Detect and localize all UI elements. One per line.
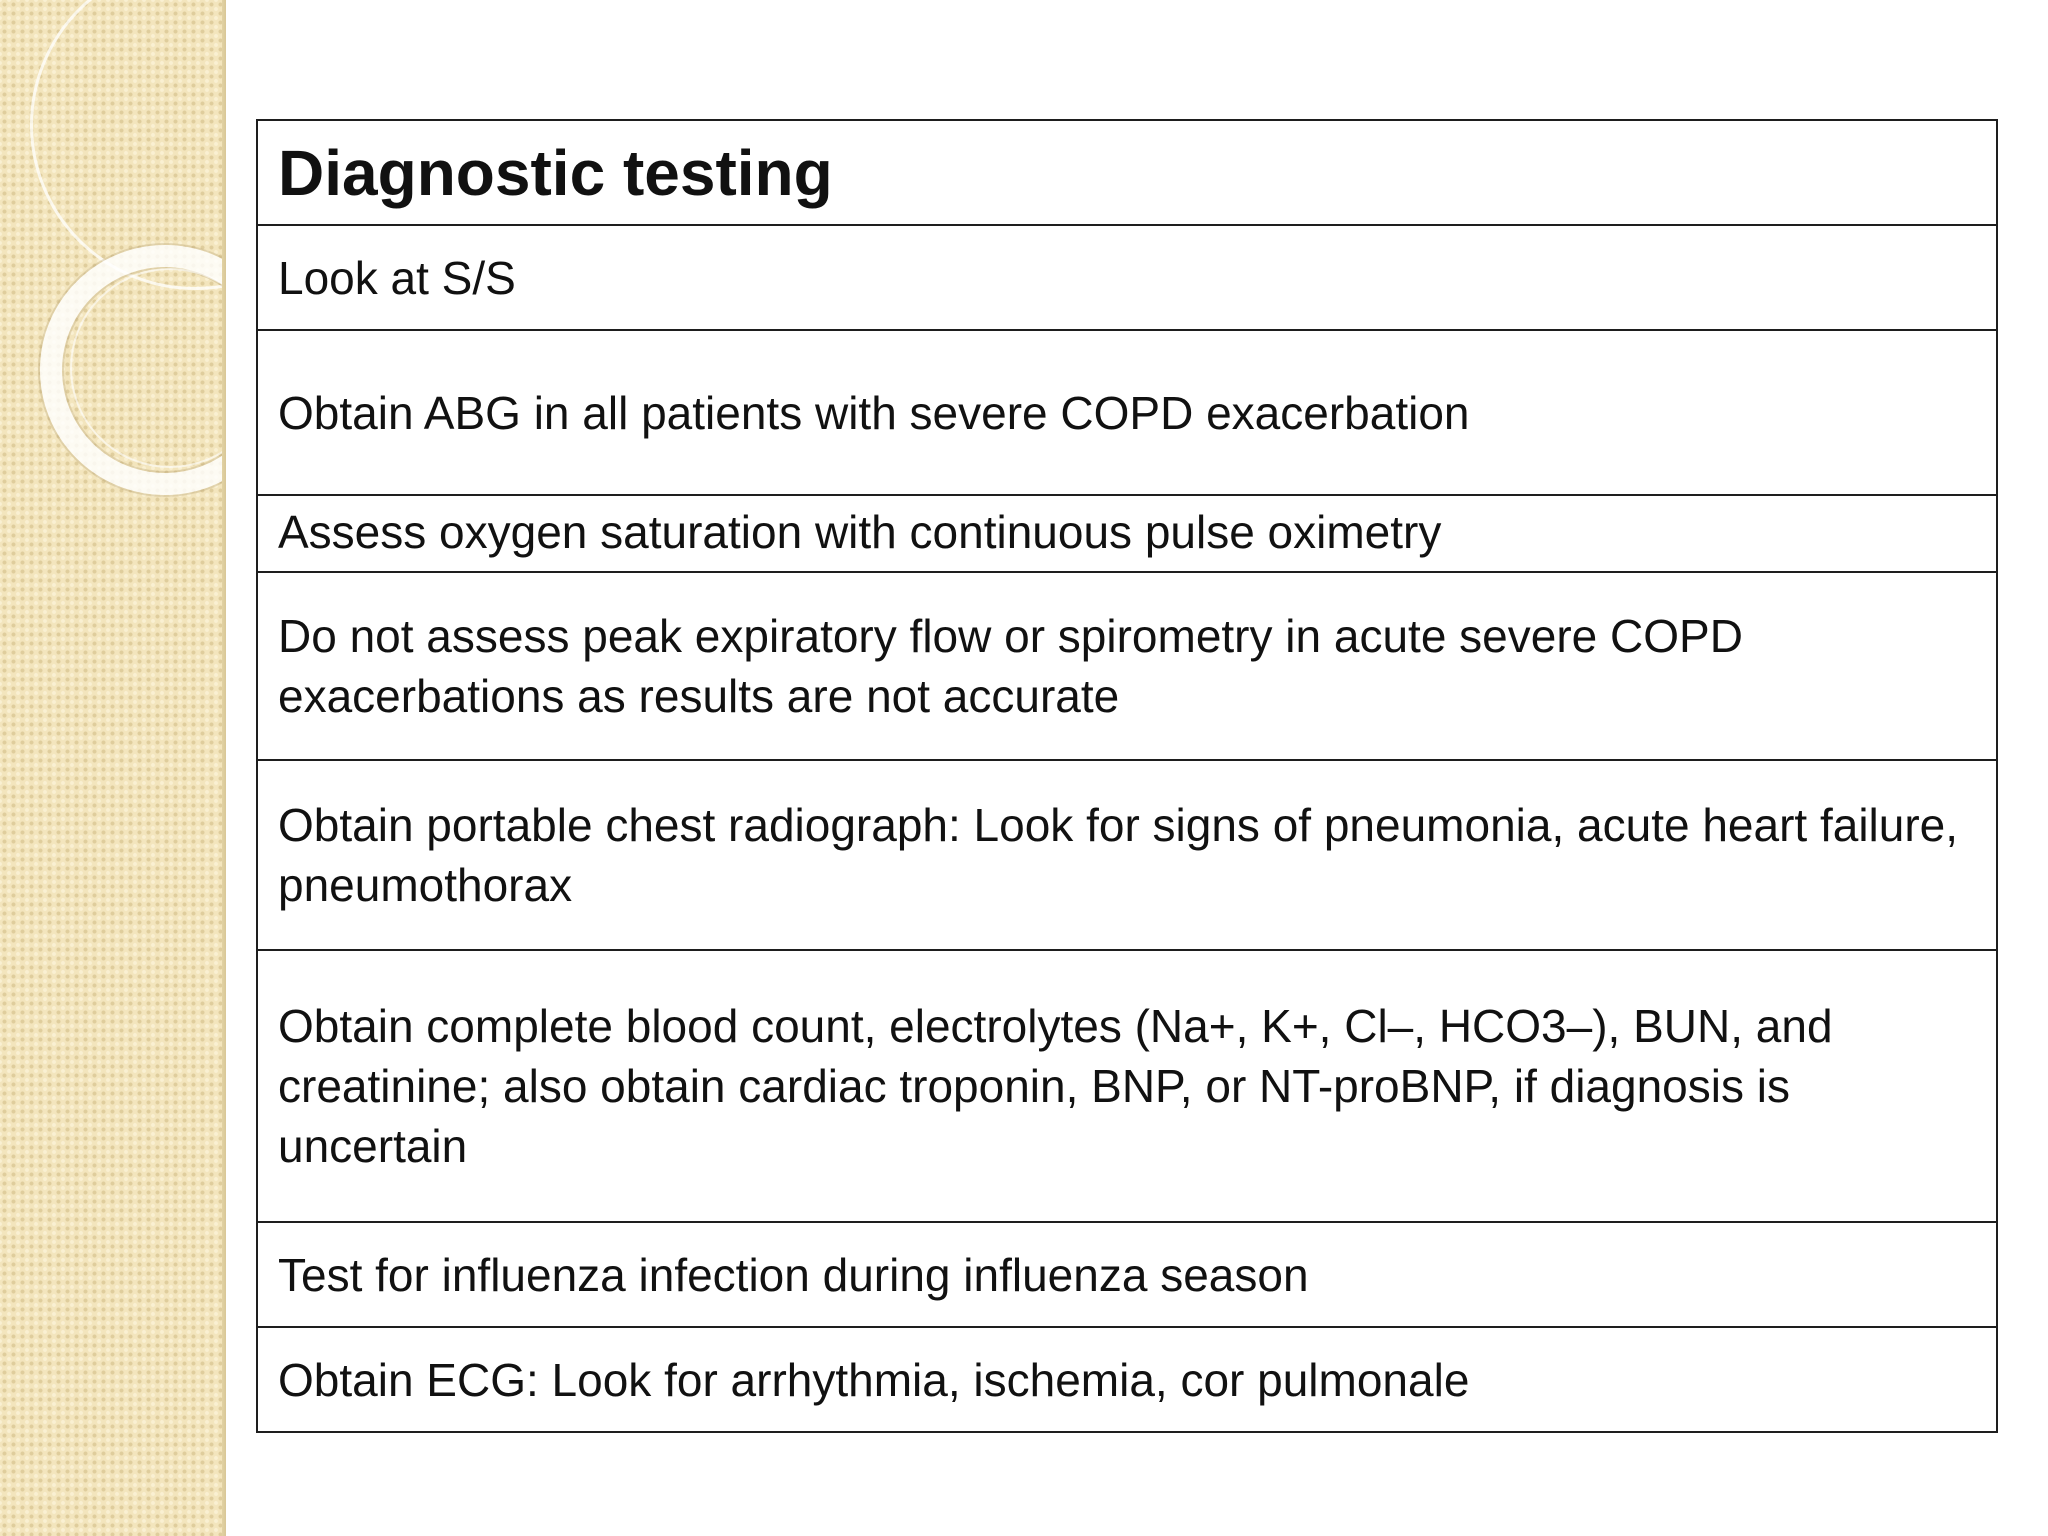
sidebar-edge <box>222 0 226 1536</box>
table-row: Test for influenza infection during influenza season <box>258 1223 1996 1328</box>
table-row: Obtain complete blood count, electrolytes (Na+, K+, Cl–, HCO3–), BUN, and creatinine; also obtain cardiac troponin, BNP, or NT-proBNP, if diagnosis is uncertain <box>258 951 1996 1223</box>
table-row: Obtain portable chest radiograph: Look for signs of pneumonia, acute heart failure, pneumothorax <box>258 761 1996 951</box>
table-title: Diagnostic testing <box>258 121 1996 226</box>
decorative-sidebar <box>0 0 226 1536</box>
table-row: Assess oxygen saturation with continuous pulse oximetry <box>258 496 1996 573</box>
table-row: Obtain ABG in all patients with severe COPD exacerbation <box>258 331 1996 496</box>
table-row: Look at S/S <box>258 226 1996 331</box>
table-row: Do not assess peak expiratory flow or spirometry in acute severe COPD exacerbations as results are not accurate <box>258 573 1996 761</box>
table-row: Obtain ECG: Look for arrhythmia, ischemia, cor pulmonale <box>278 1353 1470 1406</box>
decorative-ring-large <box>30 0 226 290</box>
diagnostic-testing-table <box>256 119 1998 1433</box>
